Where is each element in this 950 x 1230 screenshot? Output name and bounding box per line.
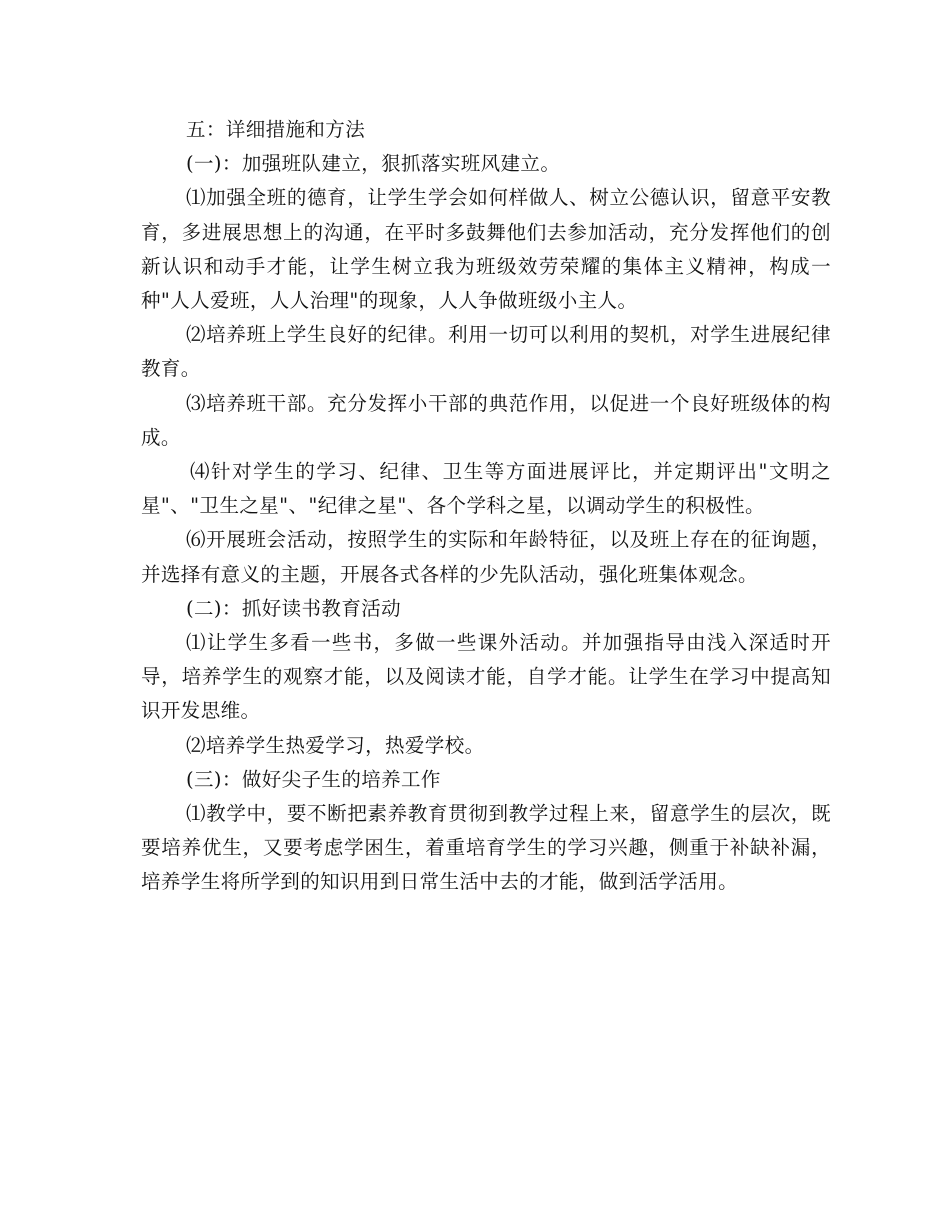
paragraph: ⑵培养班上学生良好的纪律。利用一切可以利用的契机，对学生进展纪律教育。	[141, 323, 831, 381]
subsection-heading: (一)：加强班队建立，狠抓落实班风建立。	[186, 152, 561, 176]
paragraph: ⑶培养班干部。充分发挥小干部的典范作用，以促进一个良好班级体的构成。	[141, 391, 831, 449]
paragraph: ⑹开展班会活动，按照学生的实际和年龄特征，以及班上存在的征询题，并选择有意义的主题，开展各式各样的少先队活动，强化班集体观念。	[141, 528, 831, 586]
paragraph: ⑴教学中，要不断把素养教育贯彻到教学过程上来，留意学生的层次，既要培养优生，又要考虑学困生，着重培育学生的学习兴趣，侧重于补缺补漏，培养学生将所学到的知识用到日常生活中去的才能，做到活学活用。	[141, 802, 831, 894]
subsection-heading: (三)：做好尖子生的培养工作	[186, 767, 441, 791]
paragraph: ⑴加强全班的德育，让学生学会如何样做人、树立公德认识，留意平安教育，多进展思想上的沟通，在平时多鼓舞他们去参加活动，充分发挥他们的创新认识和动手才能，让学生树立我为班级效劳荣耀的集体主义精神，构成一种"人人爱班，人人治理"的现象，人人争做班级小主人。	[141, 186, 831, 313]
document-body	[141, 113, 831, 900]
subsection-heading: (二)：抓好读书教育活动	[186, 596, 402, 620]
section-heading: 五：详细措施和方法	[186, 118, 366, 141]
paragraph: ⑵培养学生热爱学习，热爱学校。	[186, 733, 485, 757]
paragraph: ⑷针对学生的学习、纪律、卫生等方面进展评比，并定期评出"文明之星"、"卫生之星"、"纪律之星"、各个学科之星，以调动学生的积极性。	[141, 460, 831, 518]
paragraph: ⑴让学生多看一些书，多做一些课外活动。并加强指导由浅入深适时开导，培养学生的观察才能，以及阅读才能，自学才能。让学生在学习中提高知识开发思维。	[141, 631, 831, 723]
